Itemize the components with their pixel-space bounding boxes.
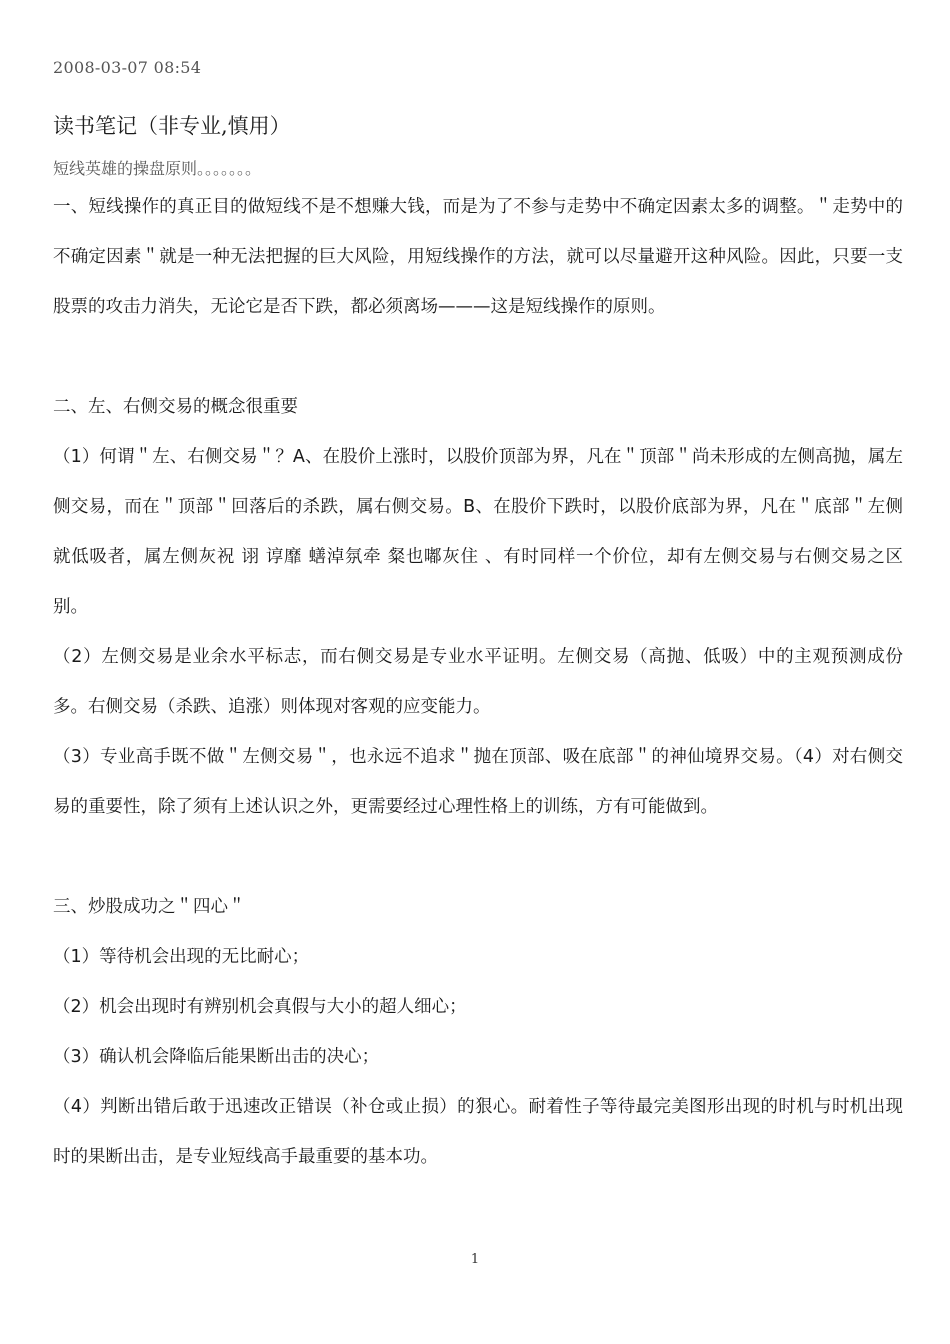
- list-item: （1）等待机会出现的无比耐心；: [53, 947, 310, 967]
- paragraph: （3）专业高手既不做＂左侧交易＂，也永远不追求＂抛在顶部、吸在底部＂的神仙境界交易。（4）对右侧交易的重要性，除了须有上述认识之外，更需要经过心理性格上的训练，方有可能做到。: [53, 747, 903, 817]
- list-item: （3）确认机会降临后能果断出击的决心；: [53, 1047, 380, 1067]
- section-spacer: [53, 832, 903, 882]
- section-heading: 二、左、右侧交易的概念很重要: [53, 397, 298, 417]
- post-date: 2008-03-07 08:54: [53, 58, 202, 77]
- document-title: 读书笔记（非专业,慎用）: [53, 114, 291, 138]
- section-four-hearts: [53, 882, 903, 1182]
- list-item: （2）机会出现时有辨别机会真假与大小的超人细心；: [53, 997, 467, 1017]
- document-subtitle: 短线英雄的操盘原则。。。。。。。: [53, 159, 262, 178]
- section-heading: 三、炒股成功之＂四心＂: [53, 897, 246, 917]
- document-body: [53, 182, 903, 1182]
- paragraph: （1）何谓＂左、右侧交易＂？A、在股价上涨时，以股价顶部为界，凡在＂顶部＂尚未形成的左侧高抛，属左侧交易，而在＂顶部＂回落后的杀跌，属右侧交易。B、在股价下跌时，以股价底部为界，凡在＂底部＂左侧就低吸者，属左侧灰祝 诩 谆靡 蟮淖氛牵 粲也嘟灰住 、有时同样一个价位，却有左侧交易与右侧交易之区别。: [53, 447, 903, 617]
- section-spacer: [53, 332, 903, 382]
- list-item: （4）判断出错后敢于迅速改正错误（补仓或止损）的狠心。耐着性子等待最完美图形出现的时机与时机出现时的果断出击，是专业短线高手最重要的基本功。: [53, 1097, 903, 1167]
- page-number: 1: [470, 1252, 480, 1267]
- section-short-term-purpose: [53, 182, 903, 332]
- paragraph: 一、短线操作的真正目的做短线不是不想赚大钱，而是为了不参与走势中不确定因素太多的调整。＂走势中的不确定因素＂就是一种无法把握的巨大风险，用短线操作的方法，就可以尽量避开这种风险。因此，只要一支股票的攻击力消失，无论它是否下跌，都必须离场———这是短线操作的原则。: [53, 197, 903, 317]
- section-left-right-trading: [53, 382, 903, 832]
- paragraph: （2）左侧交易是业余水平标志，而右侧交易是专业水平证明。左侧交易（高抛、低吸）中的主观预测成份多。右侧交易（杀跌、追涨）则体现对客观的应变能力。: [53, 647, 903, 717]
